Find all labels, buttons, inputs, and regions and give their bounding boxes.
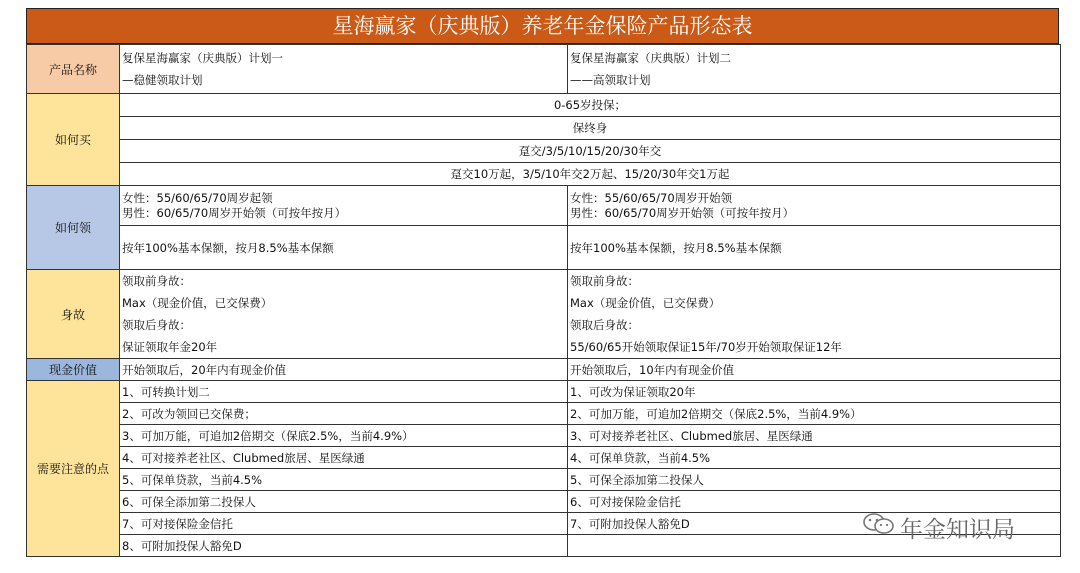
plan1-death-line: 保证领取年金20年 bbox=[122, 340, 218, 354]
plan1-death-line: 领取后身故： bbox=[122, 318, 191, 332]
plan1-death-line: Max（现金价值，已交保费） bbox=[122, 296, 273, 310]
plan1-name-cell bbox=[120, 45, 568, 94]
plan1-note: 4、可对接养老社区、Clubmed旅居、星医绿通 bbox=[120, 447, 568, 469]
plan2-death-cell bbox=[568, 270, 1061, 359]
plan2-death-line: 领取后身故： bbox=[570, 318, 639, 332]
plan1-note: 8、可附加投保人豁免D bbox=[120, 535, 568, 557]
row-note-2 bbox=[27, 403, 1061, 425]
plan2-receive-female: 女性：55/60/65/70周岁开始领 bbox=[570, 190, 733, 205]
label-cash-value: 现金价值 bbox=[27, 359, 120, 381]
label-notes: 需要注意的点 bbox=[27, 381, 120, 557]
plan2-name: 复保星海赢家（庆典版）计划二 bbox=[570, 51, 731, 65]
table-title: 星海赢家（庆典版）养老年金保险产品形态表 bbox=[26, 8, 1059, 44]
row-buy-3 bbox=[27, 140, 1061, 163]
row-buy-1 bbox=[27, 94, 1061, 117]
plan2-death-line: 55/60/65开始领取保证15年/70岁开始领取保证12年 bbox=[570, 340, 842, 354]
plan2-note: 7、可附加投保人豁免D bbox=[568, 513, 1061, 535]
row-buy-2 bbox=[27, 117, 1061, 140]
watermark-text: 年金知识局 bbox=[900, 516, 1015, 543]
plan2-death-line: 领取前身故： bbox=[570, 274, 639, 288]
plan2-note: 6、可对接保险金信托 bbox=[568, 491, 1061, 513]
row-note-6 bbox=[27, 491, 1061, 513]
label-product-name: 产品名称 bbox=[27, 45, 120, 94]
buy-minimum: 趸交10万起，3/5/10年交2万起、15/20/30年交1万起 bbox=[120, 163, 1061, 186]
plan2-note: 2、可加万能，可追加2倍期交（保底2.5%，当前4.9%） bbox=[568, 403, 1061, 425]
plan1-subtitle: —稳健领取计划 bbox=[122, 73, 203, 87]
label-death: 身故 bbox=[27, 270, 120, 359]
plan1-note: 1、可转换计划二 bbox=[120, 381, 568, 403]
row-note-3 bbox=[27, 425, 1061, 447]
label-how-to-buy: 如何买 bbox=[27, 94, 120, 186]
buy-payment: 趸交/3/5/10/15/20/30年交 bbox=[120, 140, 1061, 163]
plan1-note: 3、可加万能，可追加2倍期交（保底2.5%，当前4.9%） bbox=[120, 425, 568, 447]
plan1-death-line: 领取前身故： bbox=[122, 274, 191, 288]
row-note-4 bbox=[27, 447, 1061, 469]
plan2-cash-value: 开始领取后，10年内有现金价值 bbox=[568, 359, 1061, 381]
plan1-note: 5、可保单贷款，当前4.5% bbox=[120, 469, 568, 491]
plan2-note: 4、可保单贷款，当前4.5% bbox=[568, 447, 1061, 469]
row-receive-amount bbox=[27, 226, 1061, 270]
row-buy-4 bbox=[27, 163, 1061, 186]
plan2-note: 3、可对接养老社区、Clubmed旅居、星医绿通 bbox=[568, 425, 1061, 447]
plan1-note: 7、可对接保险金信托 bbox=[120, 513, 568, 535]
plan2-receive-amount: 按年100%基本保额，按月8.5%基本保额 bbox=[568, 226, 1061, 270]
buy-term: 保终身 bbox=[120, 117, 1061, 140]
product-form-table bbox=[26, 44, 1061, 557]
plan1-receive-male: 男性：60/65/70周岁开始领（可按年按月） bbox=[122, 205, 347, 220]
plan2-note: 5、可保全添加第二投保人 bbox=[568, 469, 1061, 491]
plan1-note: 2、可改为领回已交保费； bbox=[120, 403, 568, 425]
row-note-1 bbox=[27, 381, 1061, 403]
row-receive-age bbox=[27, 186, 1061, 226]
plan1-receive-age-cell bbox=[120, 186, 568, 226]
plan1-receive-female: 女性：55/60/65/70周岁起领 bbox=[122, 190, 273, 205]
row-product-name bbox=[27, 45, 1061, 94]
plan2-receive-male: 男性：60/65/70周岁开始领（可按年按月） bbox=[570, 205, 795, 220]
watermark bbox=[862, 512, 1015, 542]
product-table bbox=[26, 8, 1059, 557]
row-death bbox=[27, 270, 1061, 359]
plan2-subtitle: ——高领取计划 bbox=[570, 73, 651, 87]
plan1-receive-amount: 按年100%基本保额，按月8.5%基本保额 bbox=[120, 226, 568, 270]
row-note-5 bbox=[27, 469, 1061, 491]
plan1-death-cell bbox=[120, 270, 568, 359]
plan2-receive-age-cell bbox=[568, 186, 1061, 226]
wechat-icon bbox=[862, 511, 900, 543]
label-how-to-receive: 如何领 bbox=[27, 186, 120, 270]
row-cash-value bbox=[27, 359, 1061, 381]
buy-age: 0-65岁投保； bbox=[120, 94, 1061, 117]
plan2-note: 1、可改为保证领取20年 bbox=[568, 381, 1061, 403]
plan2-death-line: Max（现金价值，已交保费） bbox=[570, 296, 721, 310]
plan2-name-cell bbox=[568, 45, 1061, 94]
plan1-cash-value: 开始领取后，20年内有现金价值 bbox=[120, 359, 568, 381]
plan1-name: 复保星海赢家（庆典版）计划一 bbox=[122, 51, 283, 65]
plan1-note: 6、可保全添加第二投保人 bbox=[120, 491, 568, 513]
